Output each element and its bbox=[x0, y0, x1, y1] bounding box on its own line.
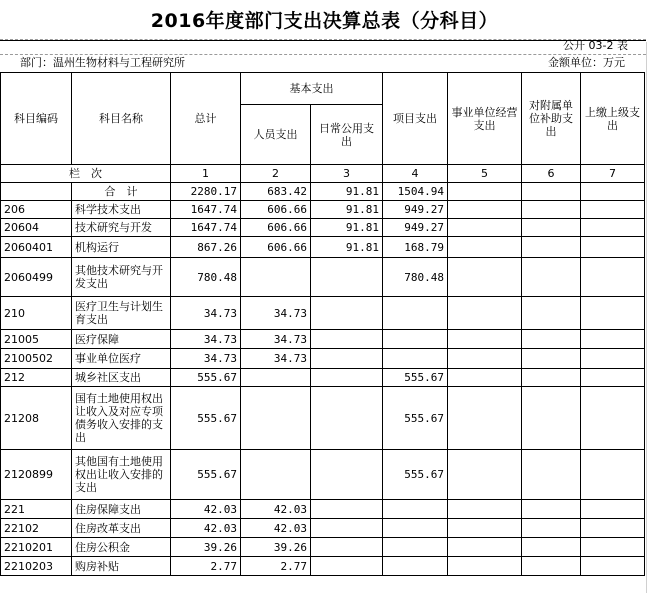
subsidy-cell bbox=[522, 538, 581, 557]
total-cell: 2280.17 bbox=[171, 183, 241, 201]
name-cell: 医疗保障 bbox=[72, 330, 171, 349]
header-total: 总计 bbox=[171, 73, 241, 165]
project-cell: 780.48 bbox=[383, 258, 448, 297]
total-cell: 555.67 bbox=[171, 450, 241, 500]
remit-cell bbox=[581, 538, 645, 557]
unit-label: 金额单位：万元 bbox=[548, 56, 625, 69]
name-cell: 国有土地使用权出让收入及对应专项债务收入安排的支出 bbox=[72, 387, 171, 450]
project-cell bbox=[383, 349, 448, 369]
code-cell: 2210201 bbox=[1, 538, 72, 557]
total-row bbox=[1, 183, 645, 201]
column-number: 2 bbox=[241, 165, 311, 183]
code-cell bbox=[1, 183, 72, 201]
remit-cell bbox=[581, 258, 645, 297]
remit-cell bbox=[581, 297, 645, 330]
business-cell bbox=[448, 258, 522, 297]
table-row bbox=[1, 219, 645, 237]
public-cell bbox=[311, 519, 383, 538]
public-cell bbox=[311, 258, 383, 297]
header-basic: 基本支出 bbox=[241, 73, 383, 105]
code-cell: 20604 bbox=[1, 219, 72, 237]
total-cell: 34.73 bbox=[171, 297, 241, 330]
expenditure-table bbox=[0, 72, 645, 576]
remit-cell bbox=[581, 369, 645, 387]
table-row bbox=[1, 519, 645, 538]
code-cell: 206 bbox=[1, 201, 72, 219]
header-project: 项目支出 bbox=[383, 73, 448, 165]
personnel-cell: 39.26 bbox=[241, 538, 311, 557]
table-row bbox=[1, 330, 645, 349]
name-cell: 医疗卫生与计划生育支出 bbox=[72, 297, 171, 330]
sheet-gridline bbox=[646, 42, 647, 593]
project-cell bbox=[383, 538, 448, 557]
code-cell: 2100502 bbox=[1, 349, 72, 369]
subsidy-cell bbox=[522, 201, 581, 219]
name-cell: 住房公积金 bbox=[72, 538, 171, 557]
subsidy-cell bbox=[522, 237, 581, 258]
header-remit: 上缴上级支出 bbox=[581, 73, 645, 165]
form-code: 公开 03-2 表 bbox=[563, 39, 628, 52]
total-cell: 34.73 bbox=[171, 349, 241, 369]
personnel-cell: 606.66 bbox=[241, 201, 311, 219]
column-number: 4 bbox=[383, 165, 448, 183]
public-cell bbox=[311, 387, 383, 450]
code-cell: 212 bbox=[1, 369, 72, 387]
business-cell bbox=[448, 330, 522, 349]
name-cell: 合 计 bbox=[72, 183, 171, 201]
subsidy-cell bbox=[522, 297, 581, 330]
subsidy-cell bbox=[522, 349, 581, 369]
subsidy-cell bbox=[522, 519, 581, 538]
total-cell: 42.03 bbox=[171, 500, 241, 519]
total-cell: 1647.74 bbox=[171, 201, 241, 219]
project-cell: 555.67 bbox=[383, 450, 448, 500]
column-number: 7 bbox=[581, 165, 645, 183]
project-cell bbox=[383, 500, 448, 519]
code-cell: 21208 bbox=[1, 387, 72, 450]
code-cell: 2210203 bbox=[1, 557, 72, 576]
total-cell: 780.48 bbox=[171, 258, 241, 297]
table-row bbox=[1, 237, 645, 258]
column-number: 5 bbox=[448, 165, 522, 183]
project-cell bbox=[383, 557, 448, 576]
business-cell bbox=[448, 538, 522, 557]
name-cell: 住房保障支出 bbox=[72, 500, 171, 519]
personnel-cell: 42.03 bbox=[241, 500, 311, 519]
name-cell: 其他技术研究与开发支出 bbox=[72, 258, 171, 297]
subsidy-cell bbox=[522, 450, 581, 500]
name-cell: 科学技术支出 bbox=[72, 201, 171, 219]
name-cell: 购房补贴 bbox=[72, 557, 171, 576]
subsidy-cell bbox=[522, 387, 581, 450]
column-number-label: 栏 次 bbox=[1, 165, 171, 183]
project-cell: 168.79 bbox=[383, 237, 448, 258]
name-cell: 事业单位医疗 bbox=[72, 349, 171, 369]
total-cell: 34.73 bbox=[171, 330, 241, 349]
code-cell: 221 bbox=[1, 500, 72, 519]
business-cell bbox=[448, 519, 522, 538]
name-cell: 机构运行 bbox=[72, 237, 171, 258]
total-cell: 42.03 bbox=[171, 519, 241, 538]
column-number: 3 bbox=[311, 165, 383, 183]
business-cell bbox=[448, 349, 522, 369]
business-cell bbox=[448, 450, 522, 500]
project-cell: 555.67 bbox=[383, 387, 448, 450]
public-cell bbox=[311, 297, 383, 330]
name-cell: 住房改革支出 bbox=[72, 519, 171, 538]
personnel-cell: 34.73 bbox=[241, 349, 311, 369]
remit-cell bbox=[581, 330, 645, 349]
remit-cell bbox=[581, 500, 645, 519]
remit-cell bbox=[581, 349, 645, 369]
remit-cell bbox=[581, 237, 645, 258]
project-cell bbox=[383, 297, 448, 330]
subsidy-cell bbox=[522, 500, 581, 519]
table-row bbox=[1, 258, 645, 297]
page-title: 2016年度部门支出决算总表（分科目） bbox=[150, 10, 499, 32]
header-public: 日常公用支出 bbox=[311, 105, 383, 165]
total-cell: 39.26 bbox=[171, 538, 241, 557]
remit-cell bbox=[581, 183, 645, 201]
personnel-cell: 606.66 bbox=[241, 237, 311, 258]
name-cell: 城乡社区支出 bbox=[72, 369, 171, 387]
project-cell bbox=[383, 519, 448, 538]
personnel-cell: 34.73 bbox=[241, 297, 311, 330]
public-cell: 91.81 bbox=[311, 183, 383, 201]
personnel-cell bbox=[241, 450, 311, 500]
personnel-cell: 42.03 bbox=[241, 519, 311, 538]
personnel-cell: 606.66 bbox=[241, 219, 311, 237]
business-cell bbox=[448, 219, 522, 237]
subsidy-cell bbox=[522, 258, 581, 297]
table-row bbox=[1, 450, 645, 500]
table-row bbox=[1, 297, 645, 330]
remit-cell bbox=[581, 201, 645, 219]
public-cell: 91.81 bbox=[311, 201, 383, 219]
code-cell: 2120899 bbox=[1, 450, 72, 500]
total-cell: 1647.74 bbox=[171, 219, 241, 237]
public-cell bbox=[311, 369, 383, 387]
remit-cell bbox=[581, 557, 645, 576]
personnel-cell bbox=[241, 369, 311, 387]
personnel-cell bbox=[241, 258, 311, 297]
business-cell bbox=[448, 500, 522, 519]
business-cell bbox=[448, 237, 522, 258]
public-cell bbox=[311, 330, 383, 349]
column-number: 6 bbox=[522, 165, 581, 183]
total-cell: 2.77 bbox=[171, 557, 241, 576]
remit-cell bbox=[581, 519, 645, 538]
column-number-row bbox=[1, 165, 645, 183]
public-cell bbox=[311, 557, 383, 576]
business-cell bbox=[448, 201, 522, 219]
table-row bbox=[1, 538, 645, 557]
title-divider bbox=[0, 40, 646, 41]
name-cell: 其他国有土地使用权出让收入安排的支出 bbox=[72, 450, 171, 500]
subsidy-cell bbox=[522, 369, 581, 387]
total-cell: 555.67 bbox=[171, 387, 241, 450]
business-cell bbox=[448, 183, 522, 201]
remit-cell bbox=[581, 219, 645, 237]
code-cell: 21005 bbox=[1, 330, 72, 349]
project-cell: 949.27 bbox=[383, 201, 448, 219]
project-cell: 949.27 bbox=[383, 219, 448, 237]
remit-cell bbox=[581, 387, 645, 450]
subsidy-cell bbox=[522, 219, 581, 237]
business-cell bbox=[448, 297, 522, 330]
table-row bbox=[1, 349, 645, 369]
personnel-cell: 2.77 bbox=[241, 557, 311, 576]
table-row bbox=[1, 387, 645, 450]
total-cell: 555.67 bbox=[171, 369, 241, 387]
name-cell: 技术研究与开发 bbox=[72, 219, 171, 237]
subsidy-cell bbox=[522, 330, 581, 349]
public-cell bbox=[311, 450, 383, 500]
project-cell bbox=[383, 330, 448, 349]
public-cell bbox=[311, 538, 383, 557]
department-label: 部门：温州生物材料与工程研究所 bbox=[20, 56, 185, 69]
header-business: 事业单位经营支出 bbox=[448, 73, 522, 165]
header-name: 科目名称 bbox=[72, 73, 171, 165]
personnel-cell: 683.42 bbox=[241, 183, 311, 201]
business-cell bbox=[448, 369, 522, 387]
code-cell: 210 bbox=[1, 297, 72, 330]
total-cell: 867.26 bbox=[171, 237, 241, 258]
project-cell: 1504.94 bbox=[383, 183, 448, 201]
table-row bbox=[1, 369, 645, 387]
subsidy-cell bbox=[522, 183, 581, 201]
remit-cell bbox=[581, 450, 645, 500]
business-cell bbox=[448, 557, 522, 576]
public-cell bbox=[311, 349, 383, 369]
code-cell: 22102 bbox=[1, 519, 72, 538]
header-personnel: 人员支出 bbox=[241, 105, 311, 165]
header-subsidy: 对附属单位补助支出 bbox=[522, 73, 581, 165]
header-code: 科目编码 bbox=[1, 73, 72, 165]
column-number: 1 bbox=[171, 165, 241, 183]
public-cell: 91.81 bbox=[311, 219, 383, 237]
table-row bbox=[1, 500, 645, 519]
table-row bbox=[1, 557, 645, 576]
public-cell bbox=[311, 500, 383, 519]
project-cell: 555.67 bbox=[383, 369, 448, 387]
subsidy-cell bbox=[522, 557, 581, 576]
personnel-cell: 34.73 bbox=[241, 330, 311, 349]
code-cell: 2060499 bbox=[1, 258, 72, 297]
personnel-cell bbox=[241, 387, 311, 450]
table-row bbox=[1, 201, 645, 219]
business-cell bbox=[448, 387, 522, 450]
code-cell: 2060401 bbox=[1, 237, 72, 258]
public-cell: 91.81 bbox=[311, 237, 383, 258]
